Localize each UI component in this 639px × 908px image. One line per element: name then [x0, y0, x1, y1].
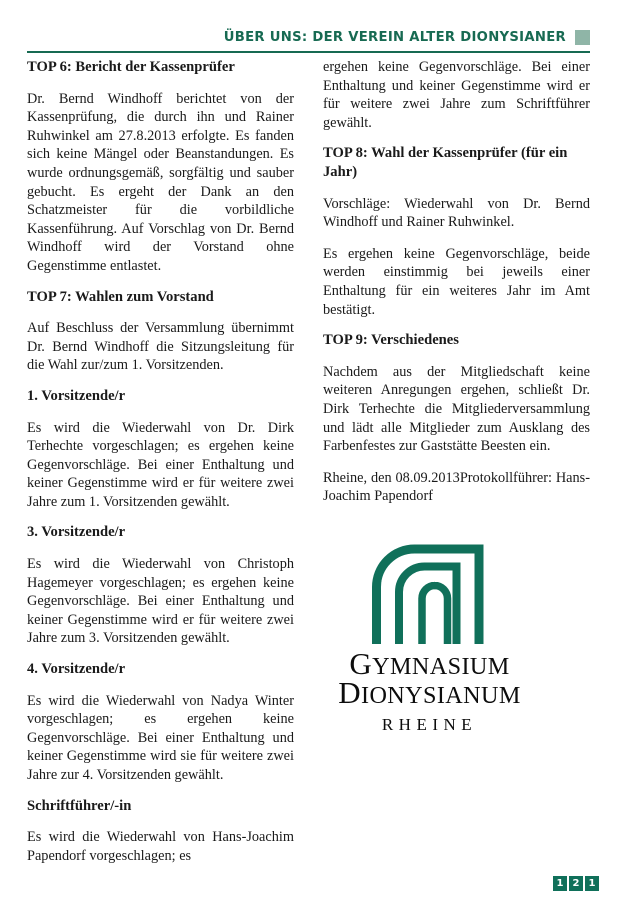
spacer	[27, 406, 294, 419]
right-column	[323, 58, 590, 506]
running-head	[27, 26, 590, 48]
spacer	[27, 511, 294, 523]
body-paragraph: Es wird die Wiederwahl von Christoph Hagemeyer vorgeschlagen; es ergehen keine Gegenvorschläge. Bei einer Enthaltung und keiner Gegenstimme wird er für weitere zwei Jahre zum 3. Vorsitzenden gewählt.	[27, 556, 294, 647]
logo-line-2-text: DIONYSIANUM	[338, 674, 521, 710]
page-number-digit: 1	[553, 876, 567, 891]
spacer	[27, 542, 294, 555]
header-decoration-square	[575, 30, 590, 45]
body-paragraph: Es ergehen keine Gegenvorschläge, beide werden einstimmig bei jeweils einer Enthaltung für ein weiteres Jahr im Amt bestätigt.	[323, 245, 590, 318]
spacer	[323, 456, 590, 469]
spacer	[27, 375, 294, 387]
body-paragraph: Es wird die Wiederwahl von Dr. Dirk Terhechte vorgeschlagen; es ergehen keine Gegenvorschläge. Bei einer Enthaltung und keiner Gegenstimme wird er für weitere zwei Jahre zum 1. Vorsitzenden gewählt.	[27, 419, 294, 510]
logo-line-1-text: GYMNASIUM	[349, 646, 510, 681]
running-head-title: ÜBER UNS: DER VEREIN ALTER DIONYSIANER	[223, 29, 566, 45]
section-heading: 1. Vorsitzende/r	[27, 387, 126, 404]
spacer	[27, 679, 294, 692]
section-heading: TOP 6: Bericht der Kassenprüfer	[27, 59, 235, 75]
body-columns	[27, 58, 590, 864]
spacer	[27, 306, 294, 319]
body-paragraph: ergehen keine Gegenvorschläge. Bei einer Enthaltung und keiner Gegenstimme wird er für weitere zwei Jahre zum Schriftführer gewählt.	[323, 59, 590, 131]
logo-line-3: RHEINE	[381, 714, 478, 734]
spacer	[323, 319, 590, 331]
body-paragraph: Vorschläge: Wiederwahl von Dr. Bernd Windhoff und Rainer Ruhwinkel.	[323, 195, 590, 231]
gymnasium-arch-logo-icon	[367, 540, 493, 644]
school-logo	[296, 540, 563, 735]
spacer	[27, 276, 294, 288]
page-number-digit: 1	[585, 876, 599, 891]
page-number-digit: 2	[569, 876, 583, 891]
body-paragraph: Auf Beschluss der Versammlung übernimmt Dr. Bernd Windhoff die Sitzungsleitung für die Wahl zur/zum 1. Vorsitzenden.	[27, 320, 294, 374]
spacer	[27, 648, 294, 660]
spacer	[323, 132, 590, 144]
spacer	[27, 815, 294, 828]
spacer	[27, 785, 294, 797]
page-number-folio	[553, 876, 599, 891]
spacer	[323, 350, 590, 363]
section-heading: TOP 9: Verschiedenes	[323, 332, 459, 349]
section-heading: Schriftführer/-in	[27, 797, 132, 814]
section-heading: TOP 7: Wahlen zum Vorstand	[27, 288, 214, 305]
body-paragraph: Rheine, den 08.09.2013Protokollführer: Hans-Joachim Papendorf	[323, 469, 590, 505]
body-paragraph: Dr. Bernd Windhoff berichtet von der Kassenprüfung, die durch ihn und Rainer Ruhwinkel am 27.8.2013 erfolgte. Es fanden sich keine Mängel oder Beanstandungen. Es wurde ordnungsgemäß, sorgfältig und sauber gebucht. Es ergeht der Dank an den Schatzmeister für die vorbildliche Kassenführung. Auf Vorschlag von Dr. Bernd Windhoff wird der Vorstand ohne Gegenstimme entlastet.	[27, 90, 294, 274]
body-paragraph: Es wird die Wiederwahl von Nadya Winter vorgeschlagen; es ergehen keine Gegenvorschläge. Bei einer Enthaltung und keiner Gegenstimme wird sie für weitere zwei Jahre zur 4. Vorsitzenden gewählt.	[27, 692, 294, 783]
section-heading: 4. Vorsitzende/r	[27, 661, 126, 678]
section-heading: 3. Vorsitzende/r	[27, 524, 126, 541]
spacer	[27, 77, 294, 90]
body-paragraph: Es wird die Wiederwahl von Hans-Joachim Papendorf vorgeschlagen; es	[27, 829, 294, 864]
section-heading: TOP 8: Wahl der Kassenprüfer (für ein Jahr)	[323, 145, 568, 180]
body-paragraph: Nachdem aus der Mitgliedschaft keine weiteren Anregungen ergehen, schließt Dr. Dirk Terhechte die Mitgliederversammlung und lädt alle Mitglieder zum Ausklang des Farbenfestes zur Gaststätte Beesten ein.	[323, 363, 590, 455]
left-column	[27, 58, 294, 865]
header-rule	[27, 51, 590, 53]
spacer	[323, 232, 590, 245]
spacer	[323, 182, 590, 195]
logo-line-2	[296, 674, 563, 710]
